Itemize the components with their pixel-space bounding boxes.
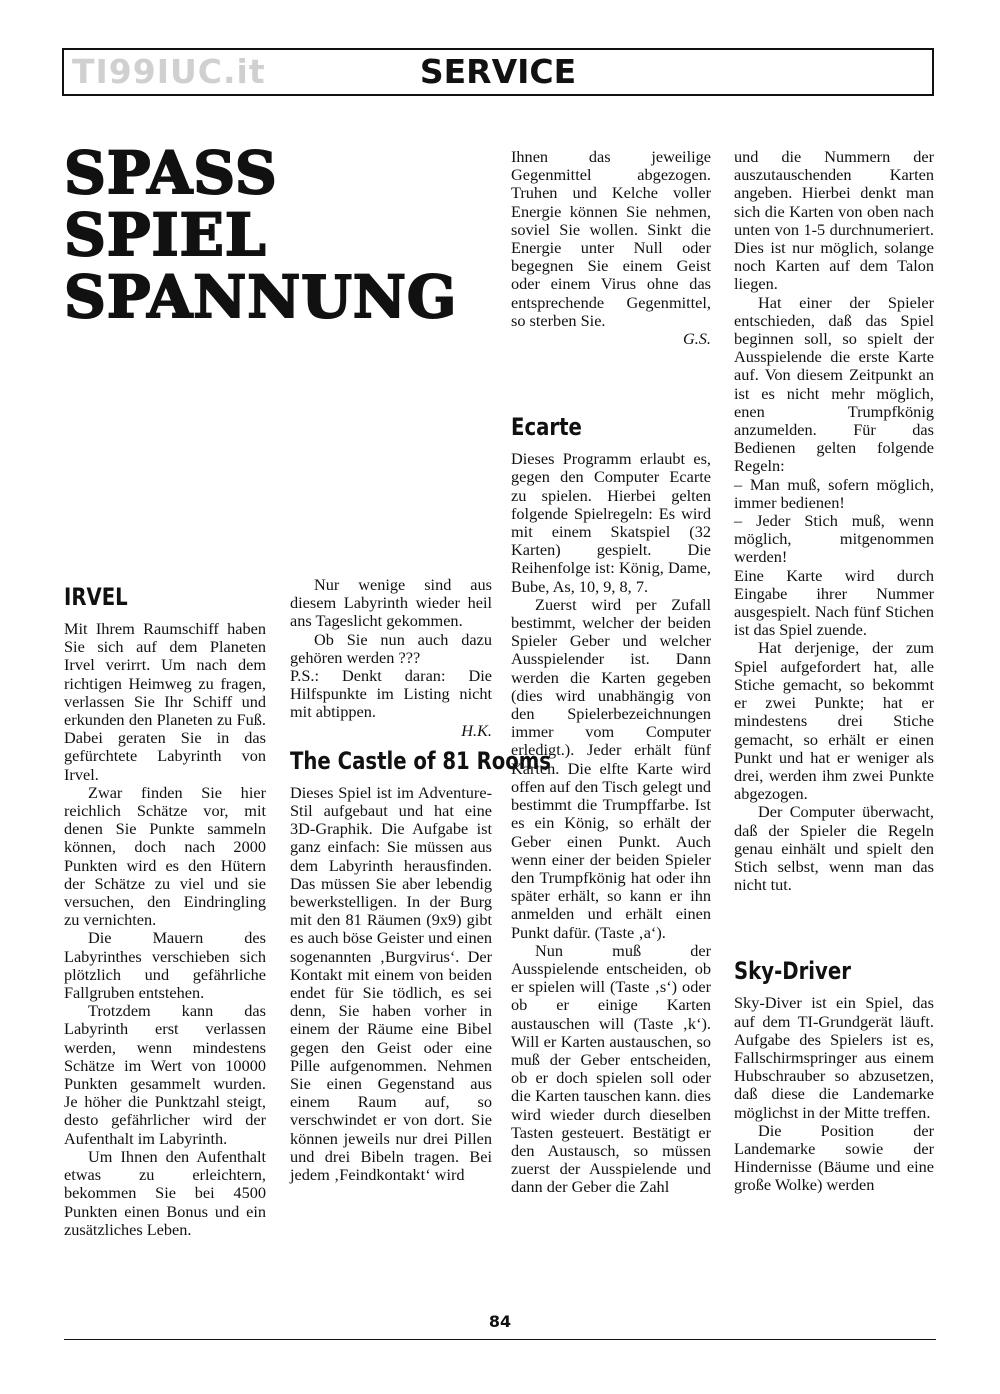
body-paragraph: Mit Ihrem Raumschiff haben Sie sich auf dem Planeten Irvel verirrt. Um nach dem richtigen Heimweg zu fragen, verlassen Sie Ihr Schiff und erkunden den Planeten zu Fuß. Dabei geraten Sie in das gefürchtete Labyrinth von Irvel. — [64, 619, 266, 784]
body-paragraph: Nun muß der Ausspielende entscheiden, ob er spielen will (Taste ‚s‘) oder ob er einige Karten austauschen will (Taste ‚k‘). Will er Karten austauschen, so muß der Geber entscheiden, ob er doch spielen soll oder die Karten tauschen kann. dies wird wieder durch dieselben Tasten gesteuert. Bestätigt er den Austausch, so müssen zuerst der Ausspielende und dann der Geber die Zahl — [511, 940, 711, 1197]
body-paragraph: Zwar finden Sie hier reichlich Schätze vor, mit denen Sie Punkte sammeln können, doch nach 2000 Punkten wird es den Hütern der Schätze zu viel und sie versuchen, den Eindringling zu vernichten. — [64, 782, 266, 930]
body-paragraph: Ob Sie nun auch dazu gehören werden ??? — [290, 629, 492, 667]
page-number: 84 — [488, 1312, 512, 1331]
article-title — [64, 139, 458, 331]
body-paragraph: Die Position der Landemarke sowie der Hindernisse (Bäume und eine große Wolke) werden — [734, 1120, 934, 1195]
author-initials: G.S. — [682, 329, 711, 349]
text-column-4 — [734, 148, 934, 1195]
body-paragraph: Dieses Spiel ist im Adventure-Stil aufgebaut und hat eine 3D-Graphik. Die Aufgabe ist ganz einfach: Sie müssen aus dem Labyrinth herausfinden. Das müssen Sie aber lebendig bewerkstelligen. In der Burg mit den 81 Räumen (9x9) gibt es auch böse Geister und einen sogenannten ‚Burgvirus‘. Der Kontakt mit einem von beiden endet für Sie tödlich, es sei denn, Sie haben vorher in einem der Räume eine Bibel gegen den Geist oder eine Pille aufgenommen. Nehmen Sie einen Gegenstand aus einem Raum auf, so verschwindet er von dort. Sie können jeweils nur drei Pillen und drei Bibeln tragen. Bei jedem ‚Feindkontakt‘ wird — [290, 782, 492, 1185]
text-column-1 — [64, 576, 266, 1239]
section-heading: Ecarte — [511, 413, 582, 442]
author-initials: H.K. — [461, 720, 492, 740]
title-line: SPANNUNG — [64, 263, 458, 331]
body-paragraph: Nur wenige sind aus diesem Labyrinth wieder heil ans Tageslicht gekommen. — [290, 575, 492, 631]
body-paragraph: Hat derjenige, der zum Spiel aufgefordert hat, alle Stiche gemacht, so bekommt er zwei Punkte; hat er mindestens drei Stiche gemacht, so erhält er einen Punkt und hat er weniger als drei, werden ihm zwei Punkte abgezogen. — [734, 638, 934, 804]
body-paragraph: Zuerst wird per Zufall bestimmt, welcher der beiden Spieler Geber und welcher Ausspielender ist. Dann werden die Karten gegeben (dies wird unabhängig von den Spielerbezeichnungen immer vom Computer erledigt.). Jeder erhält fünf Karten. Die elfte Karte wird offen auf den Tisch gelegt und bestimmt die Trumpffarbe. Ist es ein König, so erhält der Geber einen Punkt. Auch wenn einer der beiden Spieler den Trumpfkönig hat oder ihn später erhält, so kann er ihn anmelden und erhält einen Punkt dafür. (Taste ‚a‘). — [511, 594, 711, 942]
text-column-2 — [290, 575, 552, 1185]
section-header — [62, 48, 934, 96]
body-paragraph: Der Computer überwacht, daß der Spieler die Regeln genau einhält und spielt den Stich selbst, wenn man das nicht tut. — [734, 802, 934, 895]
body-paragraph: P.S.: Denkt daran: Die Hilfspunkte im Listing nicht mit abtippen. — [290, 666, 492, 722]
section-heading: The Castle of 81 Rooms — [290, 746, 552, 775]
section-heading: Sky-Driver — [734, 957, 851, 986]
body-paragraph: Um Ihnen den Aufenthalt etwas zu erleichtern, bekommen Sie bei 4500 Punkten einen Bonus und ein zusätzliches Leben. — [64, 1146, 266, 1239]
title-line: SPASS — [64, 139, 278, 207]
body-paragraph: Trotzdem kann das Labyrinth erst verlassen werden, wenn mindestens Schätze im Wert von 10000 Punkten gesammelt wurden. Je höher die Punktzahl steigt, desto gefährlicher wird der Aufenthalt im Labyrinth. — [64, 1001, 266, 1148]
body-paragraph: – Man muß, sofern möglich, immer bedienen! — [734, 474, 934, 512]
body-paragraph: Die Mauern des Labyrinthes verschieben sich plötzlich und gefährliche Fallgruben entstehen. — [64, 928, 266, 1003]
watermark-logo: TI99IUC.it — [72, 52, 266, 91]
body-paragraph: Dieses Programm erlaubt es, gegen den Computer Ecarte zu spielen. Hierbei gelten folgende Spielregeln: Es wird mit einem Skatspiel (32 Karten) gespielt. Die Reihenfolge ist: König, Dame, Bube, As, 10, 9, 8, 7. — [511, 449, 711, 596]
section-heading: IRVEL — [64, 583, 128, 611]
body-paragraph: Hat einer der Spieler entschieden, daß das Spiel beginnen soll, so spielt der Ausspielende die erste Karte auf. Von diesem Zeitpunkt an ist es nicht mehr möglich, enen Trumpfkönig anzumelden. Für das Bedienen gelten folgende Regeln: — [734, 292, 934, 476]
body-paragraph: Sky-Diver ist ein Spiel, das auf dem TI-Grundgerät läuft. Aufgabe des Spielers ist es, Fallschirmspringer aus einem Hubschrauber so abzusetzen, daß diese die Landemarke möglichst in der Mitte treffen. — [734, 993, 934, 1122]
body-paragraph: und die Nummern der auszutauschenden Karten angeben. Hierbei denkt man sich die Karten von oben nach unten von 1-5 durchnumeriert. Dies ist nur möglich, solange noch Karten auf dem Talon liegen. — [734, 147, 934, 294]
text-column-3 — [511, 148, 711, 1197]
body-paragraph: Ihnen das jeweilige Gegenmittel abgezogen. Truhen und Kelche voller Energie können Sie nehmen, soviel Sie wollen. Sinkt die Energie unter Null oder begegnen Sie einem Geist oder einem Virus ohne das entsprechende Gegenmittel, so sterben Sie. — [511, 147, 711, 330]
footer-divider — [64, 1339, 936, 1340]
body-paragraph: – Jeder Stich muß, wenn möglich, mitgenommen werden! — [734, 511, 934, 567]
section-title: SERVICE — [419, 52, 577, 91]
title-line: SPIEL — [64, 201, 267, 269]
body-paragraph: Eine Karte wird durch Eingabe ihrer Nummer ausgespielt. Nach fünf Stichen ist das Spiel zuende. — [734, 565, 934, 640]
